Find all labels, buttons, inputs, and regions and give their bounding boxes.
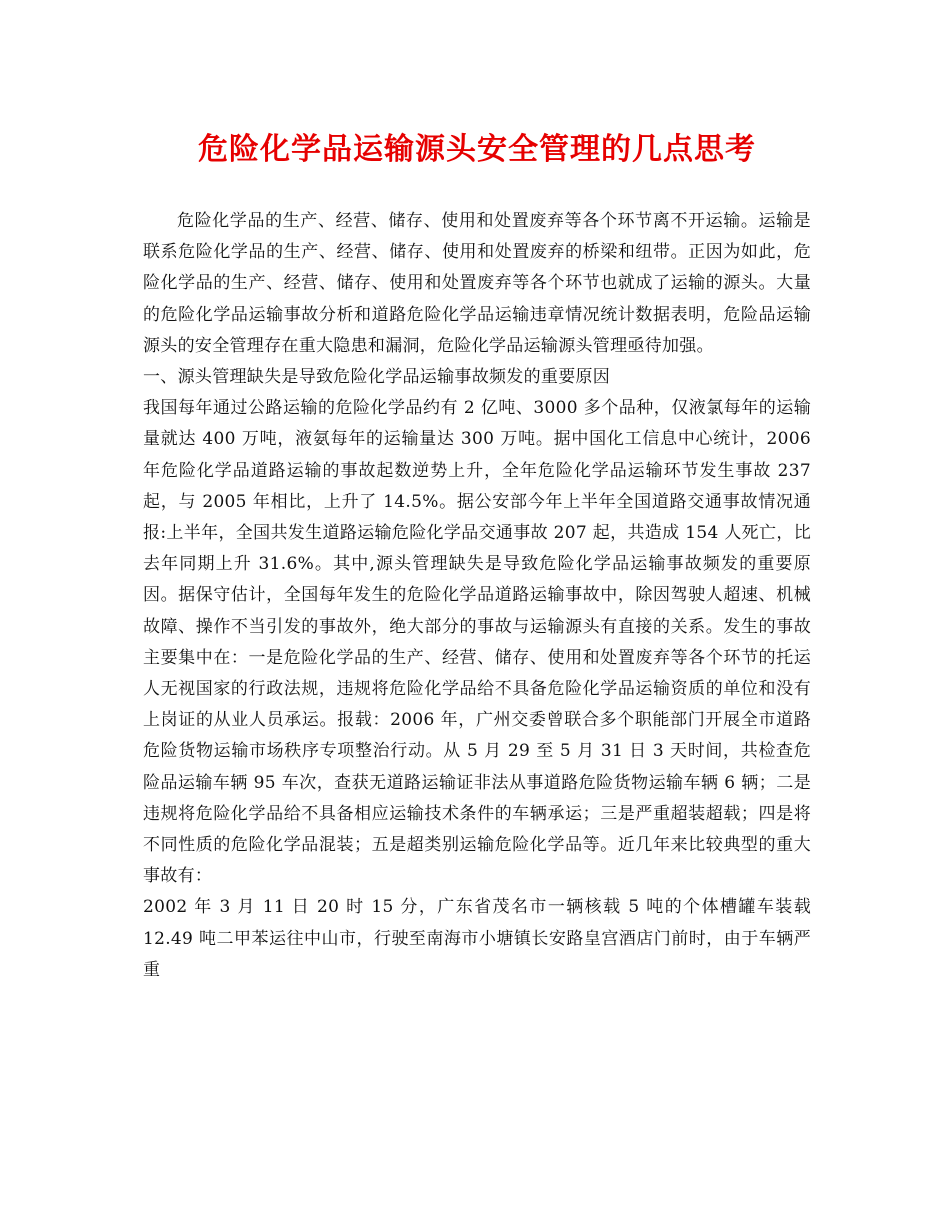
- document-body: [143, 206, 811, 986]
- statistics-paragraph: 我国每年通过公路运输的危险化学品约有 2 亿吨、3000 多个品种，仅液氯每年的运输量就达 400 万吨，液氨每年的运输量达 300 万吨。据中国化工信息中心统计，2006 年危险化学品道路运输的事故起数逆势上升，全年危险化学品运输环节发生事故 237 起，与 2005 年相比，上升了 14.5%。据公安部今年上半年全国道路交通事故情况通报:上半年，全国共发生道路运输危险化学品交通事故 207 起，共造成 154 人死亡，比去年同期上升 31.6%。其中,源头管理缺失是导致危险化学品运输事故频发的重要原因。据保守估计，全国每年发生的危险化学品道路运输事故中，除因驾驶人超速、机械故障、操作不当引发的事故外，绝大部分的事故与运输源头有直接的关系。发生的事故主要集中在：一是危险化学品的生产、经营、储存、使用和处置废弃等各个环节的托运人无视国家的行政法规，违规将危险化学品给不具备危险化学品运输资质的单位和没有上岗证的从业人员承运。报载：2006 年，广州交委曾联合多个职能部门开展全市道路危险货物运输市场秩序专项整治行动。从 5 月 29 至 5 月 31 日 3 天时间，共检查危险品运输车辆 95 车次，查获无道路运输证非法从事道路危险货物运输车辆 6 辆；二是违规将危险化学品给不具备相应运输技术条件的车辆承运；三是严重超装超载；四是将不同性质的危险化学品混装；五是超类别运输危险化学品等。近几年来比较典型的重大事故有：: [143, 398, 811, 887]
- document-title: 危险化学品运输源头安全管理的几点思考: [198, 132, 756, 167]
- document-page: [143, 0, 811, 1230]
- accident-paragraph: 2002 年 3 月 11 日 20 时 15 分，广东省茂名市一辆核载 5 吨的个体槽罐车装载 12.49 吨二甲苯运往中山市，行驶至南海市小塘镇长安路皇宫酒店门前时，由于车辆严重: [143, 897, 811, 980]
- intro-paragraph: 危险化学品的生产、经营、储存、使用和处置废弃等各个环节离不开运输。运输是联系危险化学品的生产、经营、储存、使用和处置废弃的桥梁和纽带。正因为如此，危险化学品的生产、经营、储存、使用和处置废弃等各个环节也就成了运输的源头。大量的危险化学品运输事故分析和道路危险化学品运输违章情况统计数据表明，危险品运输源头的安全管理存在重大隐患和漏洞，危险化学品运输源头管理亟待加强。: [143, 211, 811, 356]
- section-heading: 一、源头管理缺失是导致危险化学品运输事故频发的重要原因: [143, 367, 611, 388]
